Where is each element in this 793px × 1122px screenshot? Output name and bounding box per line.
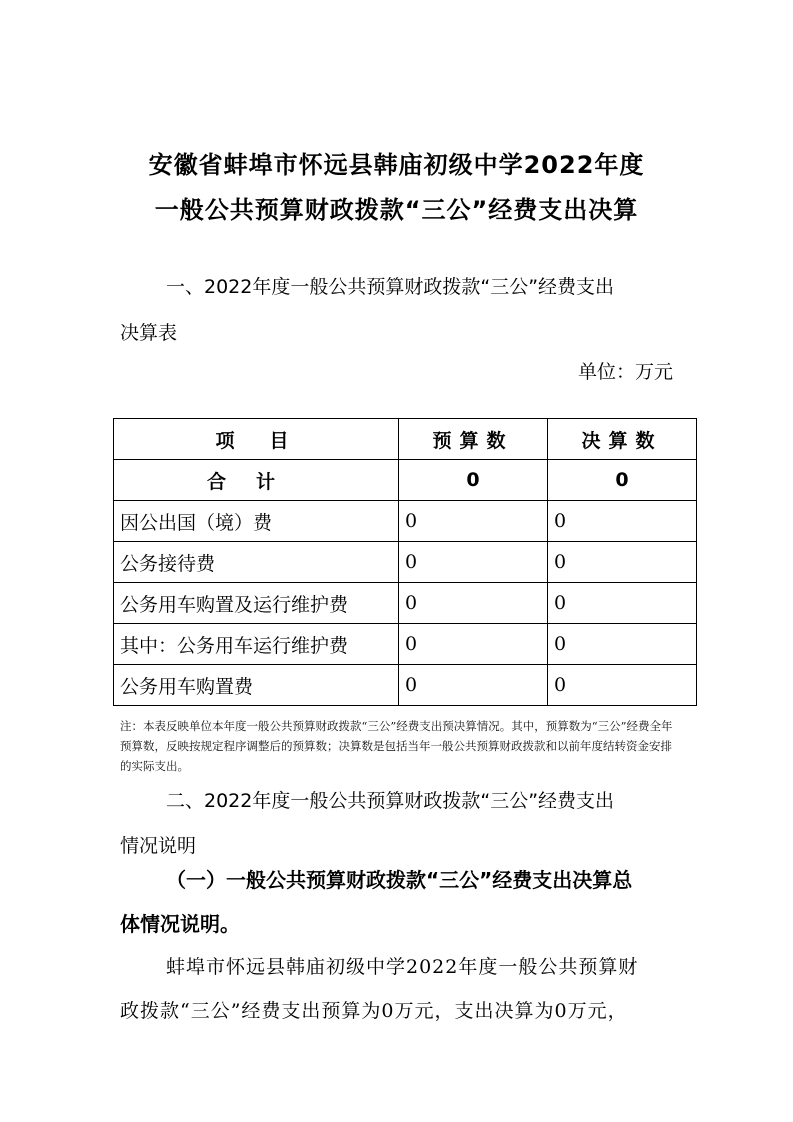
row-final: 0 xyxy=(548,624,697,665)
section-1-heading-cont: 决算表 xyxy=(120,322,178,344)
total-final: 0 xyxy=(548,460,697,501)
total-label: 合计 xyxy=(114,460,399,501)
table-row xyxy=(114,501,697,542)
three-public-expense-table xyxy=(113,418,697,706)
subsection-1-heading: （一）一般公共预算财政拨款“三公”经费支出决算总 xyxy=(166,868,633,892)
subsection-1-heading-cont: 体情况说明。 xyxy=(120,912,240,936)
table-row xyxy=(114,665,697,706)
row-budget: 0 xyxy=(399,624,548,665)
header-final: 决算数 xyxy=(548,419,697,460)
table-row xyxy=(114,624,697,665)
row-budget: 0 xyxy=(399,501,548,542)
section-2-heading-cont: 情况说明 xyxy=(120,835,197,857)
header-budget: 预算数 xyxy=(399,419,548,460)
document-title-line-2: 一般公共预算财政拨款“三公”经费支出决算 xyxy=(154,196,639,224)
row-final: 0 xyxy=(548,583,697,624)
body-paragraph-line-1: 蚌埠市怀远县韩庙初级中学2022年度一般公共预算财 xyxy=(166,956,639,978)
row-label: 因公出国（境）费 xyxy=(114,501,399,542)
section-2-heading: 二、2022年度一般公共预算财政拨款“三公”经费支出 xyxy=(166,790,615,812)
table-footnote: 注：本表反映单位本年度一般公共预算财政拨款“三公”经费支出预决算情况。其中，预算数为“三公”经费全年预算数，反映按规定程序调整后的预算数；决算数是包括当年一般公共预算财政拨款和以前年度结转资金安排的实际支出。 xyxy=(120,719,673,773)
row-final: 0 xyxy=(548,665,697,706)
row-label: 公务接待费 xyxy=(114,542,399,583)
table-row xyxy=(114,542,697,583)
row-budget: 0 xyxy=(399,583,548,624)
table-row xyxy=(114,583,697,624)
row-budget: 0 xyxy=(399,665,548,706)
total-budget: 0 xyxy=(399,460,548,501)
document-title-line-1: 安徽省蚌埠市怀远县韩庙初级中学2022年度 xyxy=(148,151,645,179)
row-final: 0 xyxy=(548,542,697,583)
header-item: 项 目 xyxy=(114,419,399,460)
section-1-heading: 一、2022年度一般公共预算财政拨款“三公”经费支出 xyxy=(166,276,615,298)
table-total-row xyxy=(114,460,697,501)
table-header-row xyxy=(114,419,697,460)
row-label: 公务用车购置费 xyxy=(114,665,399,706)
row-budget: 0 xyxy=(399,542,548,583)
row-label: 其中：公务用车运行维护费 xyxy=(114,624,399,665)
row-label: 公务用车购置及运行维护费 xyxy=(114,583,399,624)
unit-label: 单位：万元 xyxy=(577,361,673,383)
row-final: 0 xyxy=(548,501,697,542)
body-paragraph-line-2: 政拨款“三公”经费支出预算为0万元，支出决算为0万元， xyxy=(120,1000,628,1022)
